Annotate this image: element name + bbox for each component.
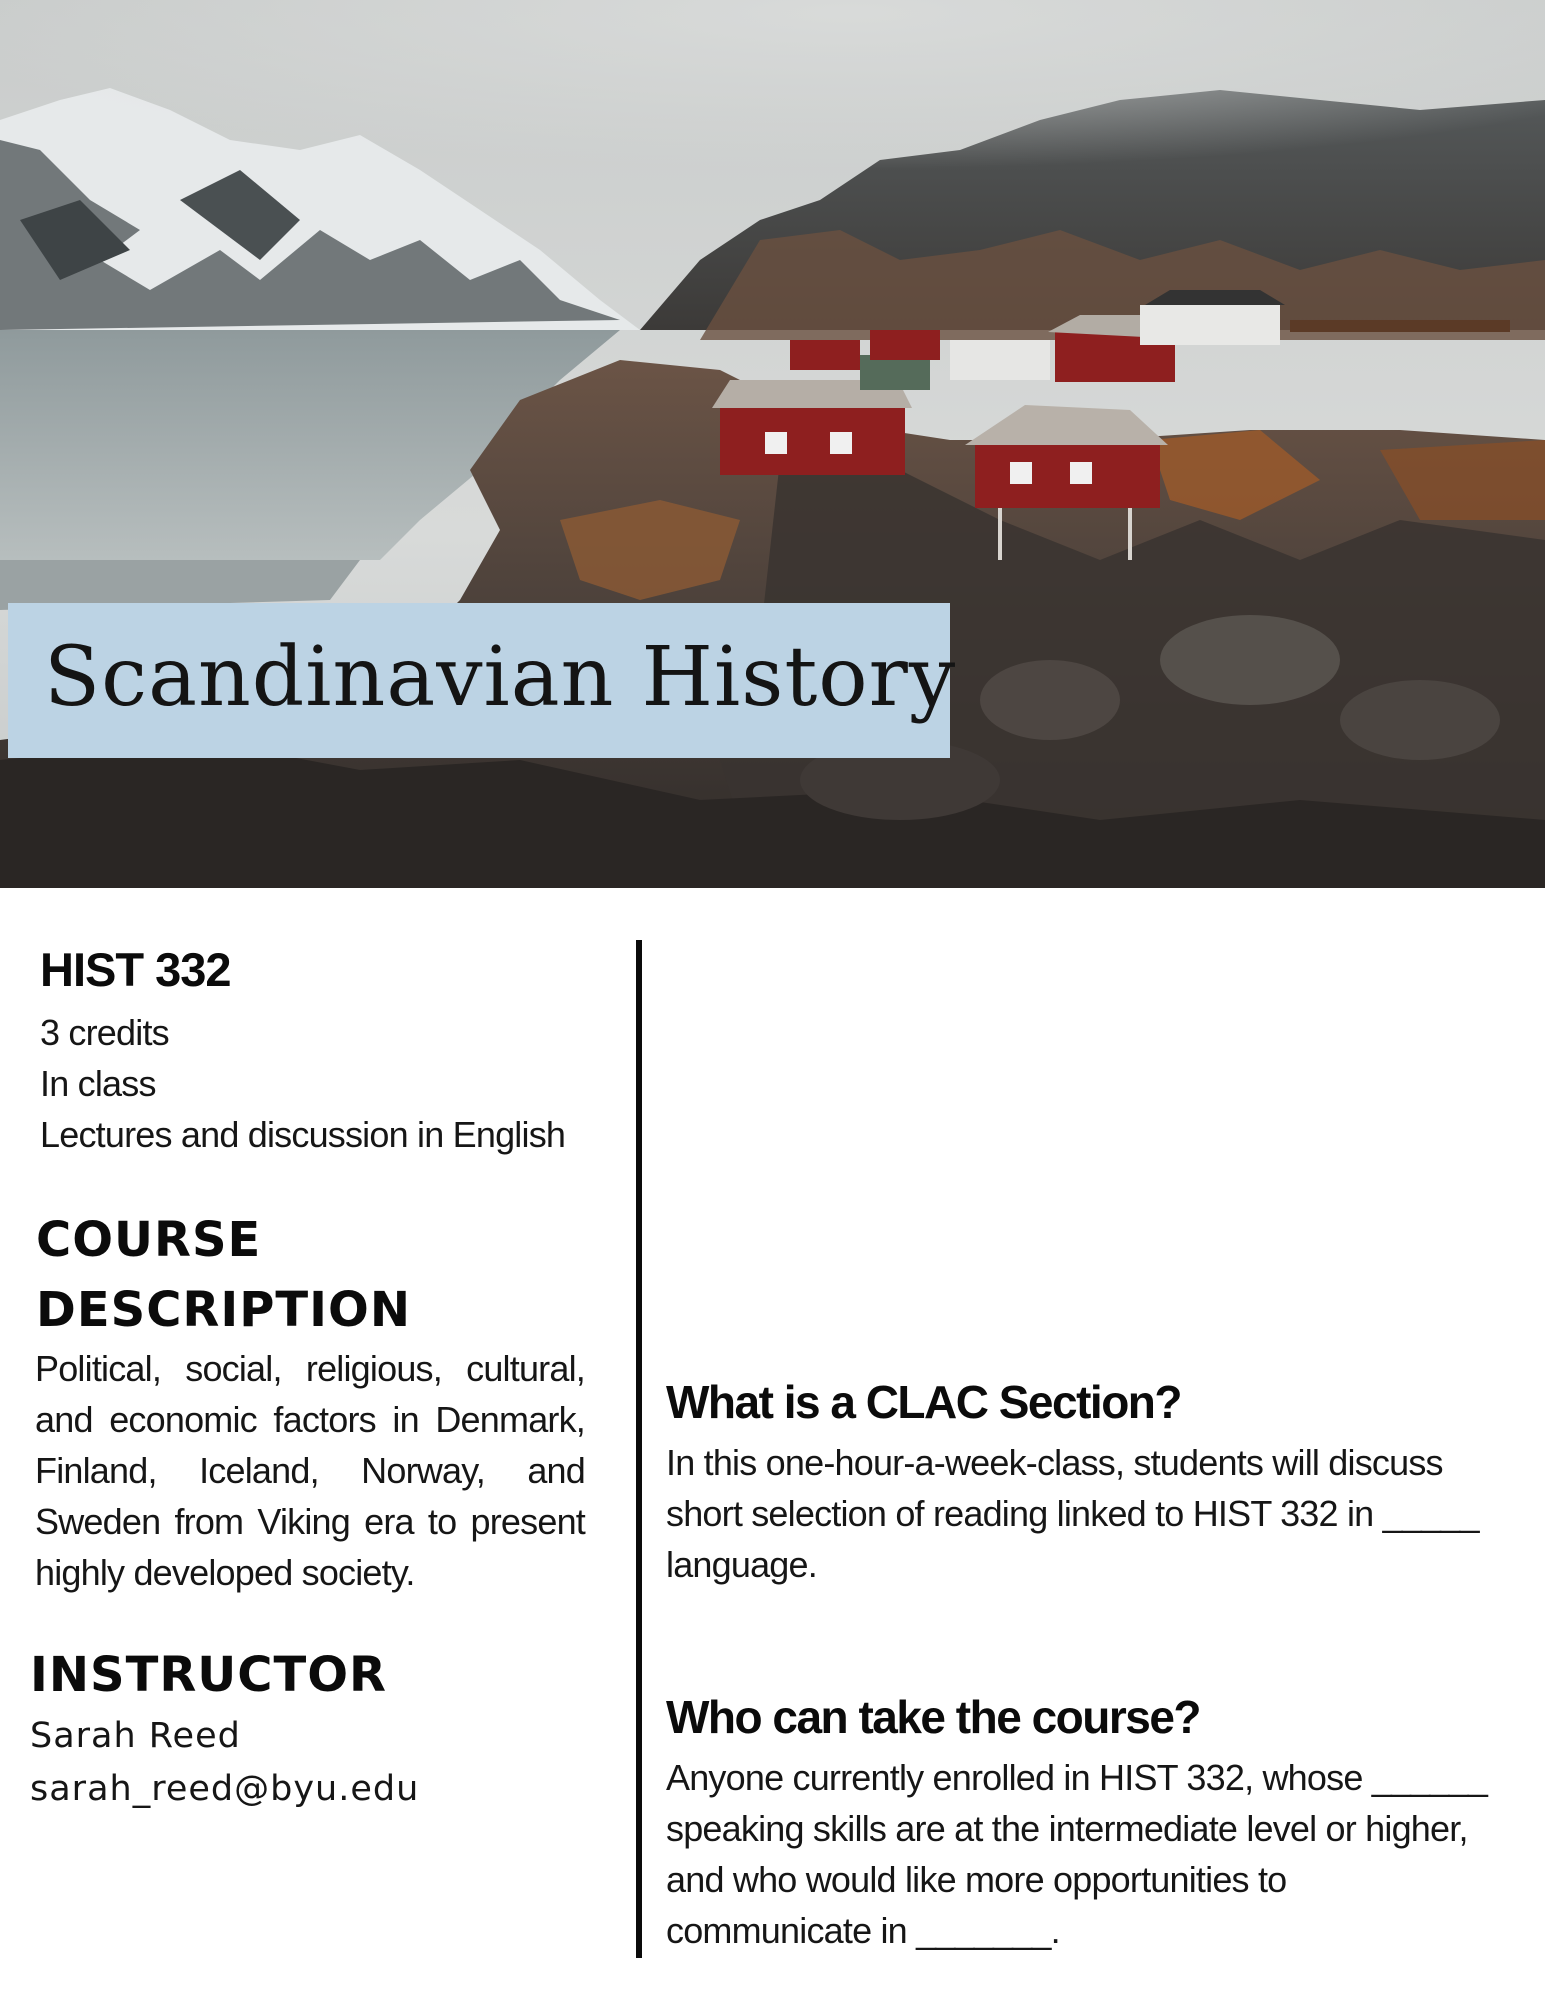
eligibility-line: communicate in _______. bbox=[666, 1910, 1060, 1951]
instructor-name: Sarah Reed bbox=[30, 1716, 241, 1756]
eligibility-line: speaking skills are at the intermediate level or higher, bbox=[666, 1808, 1468, 1849]
eligibility-text bbox=[666, 1752, 1536, 1956]
clac-line: short selection of reading linked to HIST 332 in _____ bbox=[666, 1493, 1479, 1534]
column-divider bbox=[636, 940, 642, 1958]
description-heading bbox=[36, 1205, 596, 1345]
instructor-heading: INSTRUCTOR bbox=[30, 1647, 388, 1703]
clac-line: language. bbox=[666, 1544, 817, 1585]
eligibility-line: and who would like more opportunities to bbox=[666, 1859, 1287, 1900]
description-text: Political, social, religious, cultural, and economic factors in Denmark, Finland, Iceland, Norway, and Sweden from Viking era to present highly developed society. bbox=[35, 1348, 585, 1593]
course-code: HIST 332 bbox=[40, 943, 231, 996]
description-heading-line2: DESCRIPTION bbox=[36, 1282, 412, 1338]
clac-text bbox=[666, 1437, 1536, 1590]
clac-line: In this one-hour-a-week-class, students will discuss bbox=[666, 1442, 1443, 1483]
hero-photo bbox=[0, 0, 1545, 888]
clac-heading: What is a CLAC Section? bbox=[666, 1376, 1181, 1428]
title-banner bbox=[8, 603, 957, 758]
page-title: Scandinavian History bbox=[44, 630, 957, 725]
eligibility-heading: Who can take the course? bbox=[666, 1691, 1201, 1743]
course-credits: 3 credits bbox=[40, 1012, 169, 1053]
eligibility-line: Anyone currently enrolled in HIST 332, whose ______ bbox=[666, 1757, 1488, 1798]
course-meta bbox=[40, 1007, 600, 1160]
instructor-email[interactable]: sarah_reed@byu.edu bbox=[30, 1769, 420, 1809]
course-language: Lectures and discussion in English bbox=[40, 1114, 566, 1155]
course-format: In class bbox=[40, 1063, 156, 1104]
instructor-info bbox=[30, 1710, 419, 1816]
description-heading-line1: COURSE bbox=[36, 1212, 262, 1268]
